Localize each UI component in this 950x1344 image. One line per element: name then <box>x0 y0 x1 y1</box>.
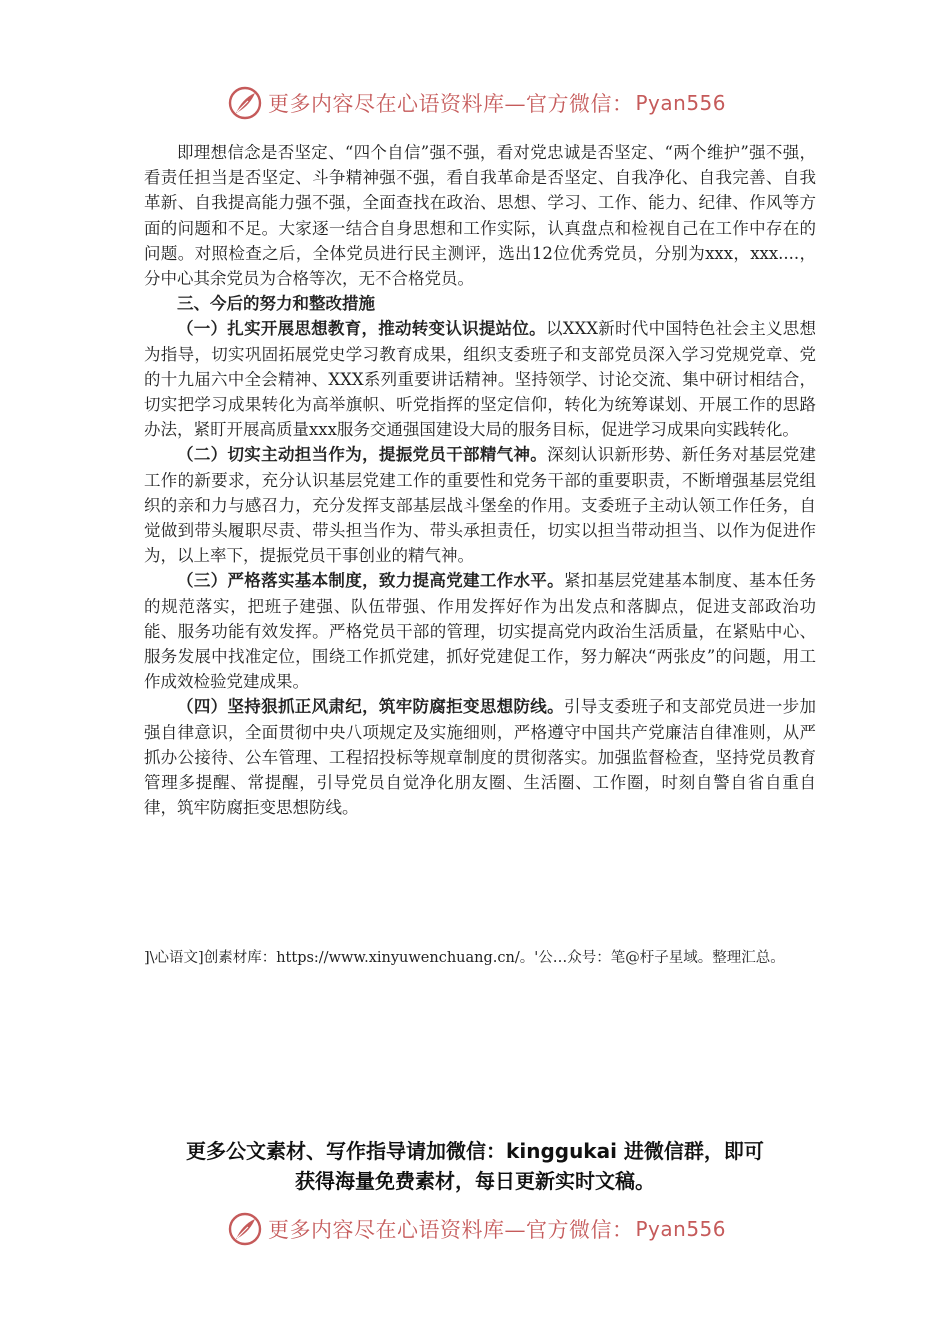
paragraph: （一）扎实开展思想教育，推动转变认识提站位。以XXX新时代中国特色社会主义思想为指导，切实巩固拓展党史学习教育成果，组织支委班子和支部党员深入学习党规党章、党的十九届六中全会精神、XXX系列重要讲话精神。坚持领学、讨论交流、集中研讨相结合，切实把学习成果转化为高举旗帜、听党指挥的坚定信仰，转化为统筹谋划、开展工作的思路办法，紧盯开展高质量xxx服务交通强国建设大局的服务目标，促进学习成果向实践转化。 <box>144 319 817 440</box>
paragraph: 即理想信念是否坚定、“四个自信”强不强，看对党忠诚是否坚定、“两个维护”强不强，看责任担当是否坚定、斗争精神强不强，看自我革命是否坚定、自我净化、自我完善、自我革新、自我提高能力强不强，全面查找在政治、思想、学习、工作、能力、纪律、作风等方面的问题和不足。大家逐一结合自身思想和工作实际，认真盘点和检视自己在工作中存在的问题。对照检查之后，全体党员进行民主测评，选出12位优秀党员，分别为xxx，xxx....，分中心其余党员为合格等次，无不合格党员。 <box>144 143 816 289</box>
watermark-wechat-id: Pyan556 <box>635 1217 727 1241</box>
document-body <box>144 140 816 820</box>
paragraph: （四）坚持狠抓正风肃纪，筑牢防腐拒变思想防线。引导支委班子和支部党员进一步加强自律意识，全面贯彻中央八项规定及实施细则，严格遵守中国共产党廉洁自律准则，从严抓办公接待、公车管理、工程招投标等规章制度的贯彻落实。加强监督检查，坚持党员教育管理多提醒、常提醒，引导党员自觉净化朋友圈、生活圈、工作圈，时刻自警自省自重自律，筑牢防腐拒变思想防线。 <box>144 697 817 818</box>
watermark-wechat-id: Pyan556 <box>635 91 727 115</box>
paragraph-lead: （三）严格落实基本制度，致力提高党建工作水平。 <box>177 571 564 591</box>
watermark-text: 更多内容尽在心语资料库—官方微信： <box>268 92 634 116</box>
paragraph-lead: （四）坚持狠抓正风肃纪，筑牢防腐拒变思想防线。 <box>177 697 564 717</box>
promo-line-2: 获得海量免费素材，每日更新实时文稿。 <box>295 1169 655 1193</box>
paragraph: （二）切实主动担当作为，提振党员干部精气神。深刻认识新形势、新任务对基层党建工作的新要求，充分认识基层党建工作的重要性和党务干部的重要职责，不断增强基层党组织的亲和力与感召力，充分发挥支部基层战斗堡垒的作用。支委班子主动认领工作任务，自觉做到带头履职尽责、带头担当作为、带头承担责任，切实以担当带动担当、以作为促进作为，以上率下，提振党员干事创业的精气神。 <box>144 445 817 566</box>
paragraph: （三）严格落实基本制度，致力提高党建工作水平。紧扣基层党建基本制度、基本任务的规范落实，把班子建强、队伍带强、作用发挥好作为出发点和落脚点，促进支部政治功能、服务功能有效发挥。严格党员干部的管理，切实提高党内政治生活质量，在紧贴中心、服务发展中找准定位，围绕工作抓党建，抓好党建促工作，努力解决“两张皮”的问题，用工作成效检验党建成果。 <box>144 571 817 692</box>
section-heading: 三、今后的努力和整改措施 <box>177 294 375 314</box>
paragraph-lead: （二）切实主动担当作为，提振党员干部精气神。 <box>177 445 548 465</box>
promo-banner <box>120 1136 830 1196</box>
watermark-footer <box>228 1209 726 1249</box>
quill-logo-icon <box>228 1212 262 1246</box>
promo-line-1: 更多公文素材、写作指导请加微信：kinggukai 进微信群，即可 <box>186 1139 764 1163</box>
watermark-text: 更多内容尽在心语资料库—官方微信： <box>268 1218 634 1242</box>
paragraph-lead: （一）扎实开展思想教育，推动转变认识提站位。 <box>177 319 546 339</box>
quill-logo-icon <box>228 86 262 120</box>
source-note: ]\心语文]创素材库：https://www.xinyuwenchuang.cn/。'公…众号：笔@杅子星域。整理汇总。 <box>144 950 785 966</box>
watermark-header <box>228 83 726 123</box>
